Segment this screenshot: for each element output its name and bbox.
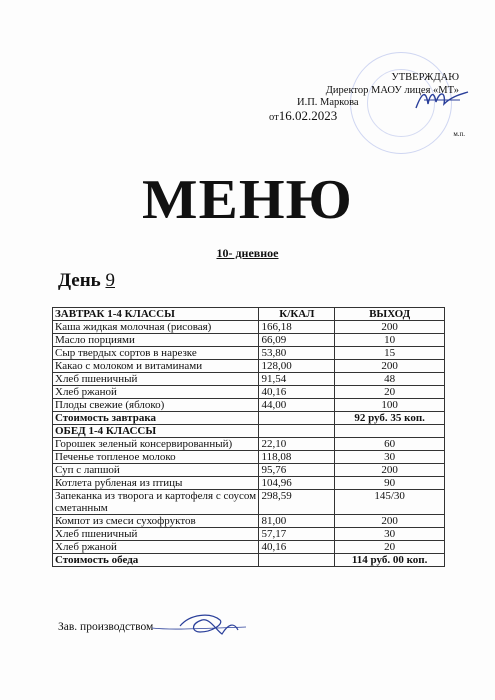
breakfast-item-kcal: 91,54 [259,373,335,386]
lunch-item-row [53,438,445,451]
day-label: День [58,270,101,291]
day-heading [58,270,115,292]
lunch-item-name: Суп с лапшой [53,464,259,477]
lunch-cost-label: Стоимость обеда [53,554,259,567]
approval-date: 16.02.2023 [278,107,338,123]
director-signature-icon [412,86,472,114]
output-header: ВЫХОД [335,308,445,321]
breakfast-item-kcal: 166,18 [259,321,335,334]
breakfast-item-output: 10 [335,334,445,347]
lunch-header-empty-output [335,425,445,438]
breakfast-item-name: Каша жидкая молочная (рисовая) [53,321,259,334]
lunch-item-kcal: 95,76 [259,464,335,477]
breakfast-item-row [53,347,445,360]
production-manager-label: Зав. производством [58,621,154,633]
breakfast-header-row [53,308,445,321]
breakfast-item-kcal: 53,80 [259,347,335,360]
lunch-item-name: Запеканка из творога и картофеля с соусом сметанным [53,490,259,515]
lunch-item-row [53,515,445,528]
breakfast-cost-value: 92 руб. 35 коп. [335,412,445,425]
breakfast-item-kcal: 66,09 [259,334,335,347]
lunch-item-kcal: 118,08 [259,451,335,464]
breakfast-cost-row [53,412,445,425]
lunch-item-name: Хлеб ржаной [53,541,259,554]
breakfast-item-name: Какао с молоком и витаминами [53,360,259,373]
breakfast-item-output: 100 [335,399,445,412]
lunch-header: ОБЕД 1-4 КЛАССЫ [53,425,259,438]
lunch-header-empty-kcal [259,425,335,438]
breakfast-item-output: 200 [335,321,445,334]
lunch-item-kcal: 40,16 [259,541,335,554]
day-number: 9 [105,270,115,291]
lunch-item-row [53,477,445,490]
breakfast-item-row [53,399,445,412]
menu-subtitle: 10- дневное [216,246,279,260]
lunch-item-row [53,490,445,515]
breakfast-item-name: Хлеб ржаной [53,386,259,399]
lunch-header-row [53,425,445,438]
lunch-item-kcal: 57,17 [259,528,335,541]
breakfast-item-output: 20 [335,386,445,399]
lunch-item-name: Хлеб пшеничный [53,528,259,541]
breakfast-header: ЗАВТРАК 1-4 КЛАССЫ [53,308,259,321]
breakfast-cost-empty [259,412,335,425]
approval-heading: УТВЕРЖДАЮ [391,72,459,83]
lunch-item-output: 60 [335,438,445,451]
lunch-item-output: 200 [335,464,445,477]
breakfast-item-kcal: 128,00 [259,360,335,373]
lunch-cost-row [53,554,445,567]
lunch-item-output: 30 [335,451,445,464]
lunch-item-kcal: 104,96 [259,477,335,490]
menu-table [52,307,445,567]
lunch-item-kcal: 81,00 [259,515,335,528]
seal-label: м.п. [453,130,465,138]
breakfast-item-name: Плоды свежие (яблоко) [53,399,259,412]
breakfast-item-name: Хлеб пшеничный [53,373,259,386]
lunch-item-output: 30 [335,528,445,541]
lunch-item-row [53,541,445,554]
breakfast-item-row [53,386,445,399]
lunch-item-output: 200 [335,515,445,528]
lunch-item-output: 90 [335,477,445,490]
approval-name: И.П. Маркова [297,97,359,108]
lunch-item-name: Компот из смеси сухофруктов [53,515,259,528]
approval-date-prefix: от [269,111,279,123]
breakfast-item-name: Масло порциями [53,334,259,347]
breakfast-item-kcal: 44,00 [259,399,335,412]
kcal-header: К/КАЛ [259,308,335,321]
lunch-item-kcal: 298,59 [259,490,335,515]
lunch-item-row [53,528,445,541]
lunch-cost-value: 114 руб. 00 коп. [335,554,445,567]
approval-position: Директор МАОУ лицея «МТ» [325,84,459,96]
lunch-item-kcal: 22,10 [259,438,335,451]
lunch-cost-empty [259,554,335,567]
lunch-item-name: Горошек зеленый консервированный) [53,438,259,451]
lunch-item-row [53,464,445,477]
breakfast-item-output: 48 [335,373,445,386]
lunch-item-name: Печенье топленое молоко [53,451,259,464]
lunch-item-output: 145/30 [335,490,445,515]
manager-signature-icon [150,610,250,640]
breakfast-item-row [53,321,445,334]
breakfast-item-row [53,334,445,347]
breakfast-item-row [53,373,445,386]
breakfast-item-row [53,360,445,373]
breakfast-item-output: 15 [335,347,445,360]
breakfast-cost-label: Стоимость завтрака [53,412,259,425]
breakfast-item-name: Сыр твердых сортов в нарезке [53,347,259,360]
lunch-item-row [53,451,445,464]
page-title: МЕНЮ [142,169,353,231]
breakfast-item-output: 200 [335,360,445,373]
lunch-item-output: 20 [335,541,445,554]
lunch-item-name: Котлета рубленая из птицы [53,477,259,490]
breakfast-item-kcal: 40,16 [259,386,335,399]
